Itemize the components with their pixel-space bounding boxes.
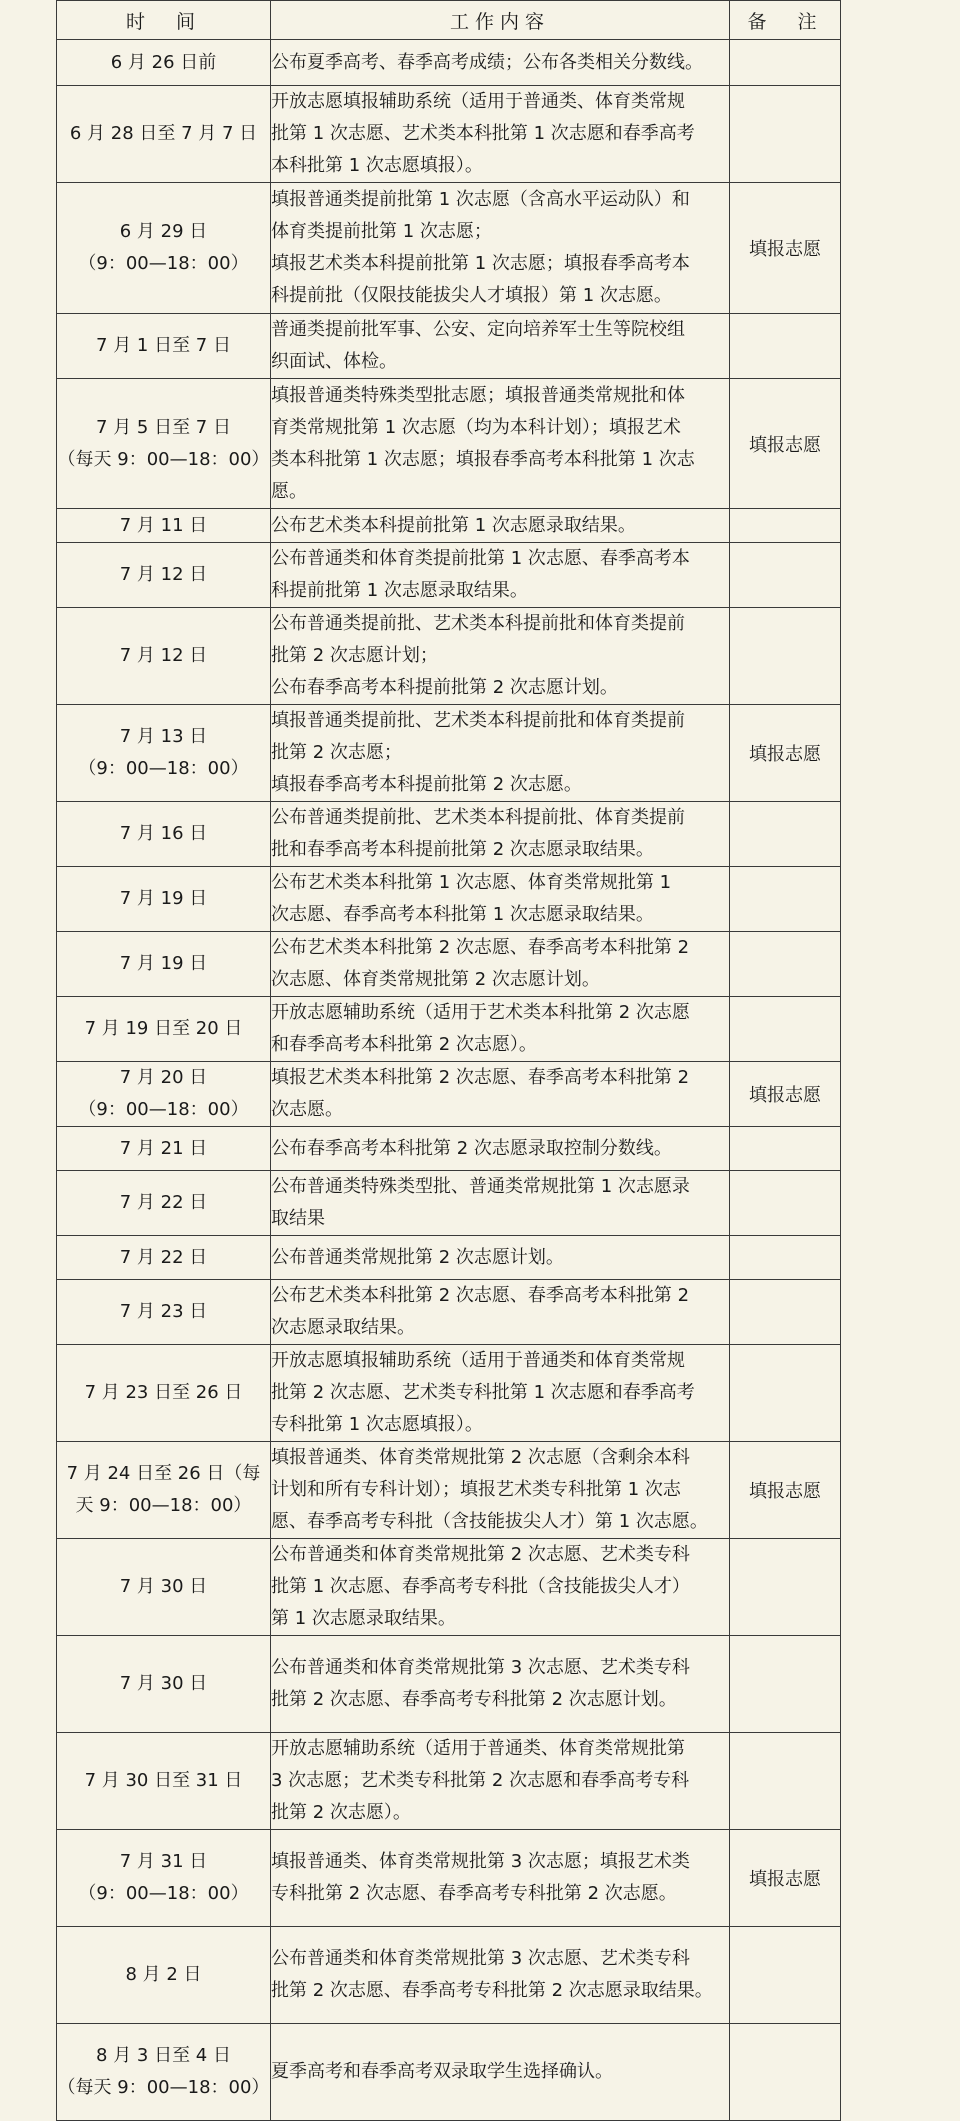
content-cell	[271, 86, 730, 183]
content-line: 公布春季高考本科批第 2 次志愿录取控制分数线。	[271, 1137, 672, 1159]
content-line: 次志愿、体育类常规批第 2 次志愿计划。	[271, 969, 600, 990]
time-text: 7 月 11 日	[119, 514, 208, 536]
note-cell: 填报志愿	[730, 705, 841, 802]
time-text: 7 月 22 日	[119, 1192, 208, 1213]
content-line: 科提前批第 1 次志愿录取结果。	[271, 580, 528, 601]
note-cell	[730, 543, 841, 608]
time-cell	[57, 997, 271, 1062]
header-content: 工作内容	[271, 1, 730, 40]
content-cell	[271, 379, 730, 509]
time-cell	[57, 1236, 271, 1280]
note-cell	[730, 2024, 841, 2121]
table-row	[57, 543, 841, 608]
time-text: （每天 9：00—18：00）	[57, 2077, 270, 2098]
time-cell	[57, 543, 271, 608]
time-cell	[57, 314, 271, 379]
note-cell: 填报志愿	[730, 379, 841, 509]
content-cell	[271, 509, 730, 543]
table-row	[57, 1062, 841, 1127]
time-text: 7 月 19 日	[119, 953, 208, 974]
content-line: 公布艺术类本科批第 1 次志愿、体育类常规批第 1	[271, 872, 672, 893]
content-cell	[271, 997, 730, 1062]
time-cell	[57, 1171, 271, 1236]
note-cell	[730, 509, 841, 543]
table-row	[57, 1830, 841, 1927]
note-cell: 填报志愿	[730, 1442, 841, 1539]
time-text: 7 月 20 日	[119, 1067, 208, 1088]
table-row	[57, 1539, 841, 1636]
table-header	[57, 1, 841, 40]
content-line: 育类常规批第 1 次志愿（均为本科计划）；填报艺术	[271, 416, 681, 438]
table-body	[57, 40, 841, 2121]
note-cell	[730, 1927, 841, 2024]
content-line: 公布普通类和体育类提前批第 1 次志愿、春季高考本	[271, 548, 690, 569]
table-row	[57, 1280, 841, 1345]
note-cell	[730, 1636, 841, 1733]
content-cell	[271, 1733, 730, 1830]
content-line: 公布普通类和体育类常规批第 2 次志愿、艺术类专科	[271, 1544, 690, 1565]
content-line: 公布普通类和体育类常规批第 3 次志愿、艺术类专科	[271, 1657, 690, 1678]
table-row	[57, 1127, 841, 1171]
content-line: 体育类提前批第 1 次志愿；	[271, 221, 492, 242]
content-line: 次志愿。	[271, 1099, 343, 1120]
table-row	[57, 314, 841, 379]
time-text: 7 月 1 日至 7 日	[96, 335, 231, 356]
content-cell	[271, 1927, 730, 2024]
content-line: 夏季高考和春季高考双录取学生选择确认。	[271, 2061, 613, 2082]
time-cell	[57, 932, 271, 997]
content-line: 愿。	[271, 480, 307, 502]
time-text: 8 月 3 日至 4 日	[96, 2045, 231, 2066]
note-cell	[730, 40, 841, 86]
content-cell	[271, 1442, 730, 1539]
time-text: 7 月 31 日	[119, 1851, 208, 1872]
table-row	[57, 183, 841, 314]
content-line: 批第 2 次志愿；	[271, 742, 402, 763]
content-line: 次志愿、春季高考本科批第 1 次志愿录取结果。	[271, 904, 654, 925]
note-cell	[730, 932, 841, 997]
table-row	[57, 867, 841, 932]
table-row	[57, 1442, 841, 1539]
content-cell	[271, 1830, 730, 1927]
content-line: 批第 2 次志愿、春季高考专科批第 2 次志愿录取结果。	[271, 1980, 713, 2001]
content-cell	[271, 1539, 730, 1636]
header-row	[57, 1, 841, 40]
content-line: 计划和所有专科计划）；填报艺术类专科批第 1 次志	[271, 1479, 681, 1500]
time-text: 7 月 5 日至 7 日	[96, 416, 231, 438]
time-text: 6 月 26 日前	[110, 51, 217, 73]
content-line: 开放志愿填报辅助系统（适用于普通类、体育类常规	[271, 91, 685, 112]
content-line: 专科批第 1 次志愿填报）。	[271, 1414, 483, 1435]
time-cell	[57, 802, 271, 867]
content-line: 公布普通类提前批、艺术类本科提前批、体育类提前	[271, 807, 685, 828]
note-cell	[730, 608, 841, 705]
time-cell	[57, 608, 271, 705]
content-line: 公布普通类提前批、艺术类本科提前批和体育类提前	[271, 613, 685, 634]
note-cell	[730, 1539, 841, 1636]
content-cell	[271, 932, 730, 997]
note-cell	[730, 1171, 841, 1236]
content-line: 专科批第 2 次志愿、春季高考专科批第 2 次志愿。	[271, 1883, 677, 1904]
table-row	[57, 86, 841, 183]
time-cell	[57, 1062, 271, 1127]
content-line: 普通类提前批军事、公安、定向培养军士生等院校组	[271, 319, 685, 340]
time-cell	[57, 40, 271, 86]
content-line: 开放志愿辅助系统（适用于艺术类本科批第 2 次志愿	[271, 1002, 690, 1023]
time-cell	[57, 2024, 271, 2121]
content-line: 批第 1 次志愿、春季高考专科批（含技能拔尖人才）	[271, 1576, 690, 1597]
table-row	[57, 705, 841, 802]
content-cell	[271, 2024, 730, 2121]
note-cell	[730, 997, 841, 1062]
table-row	[57, 1345, 841, 1442]
content-line: 批第 1 次志愿、艺术类本科批第 1 次志愿和春季高考	[271, 123, 695, 144]
content-line: 批第 2 次志愿计划；	[271, 645, 438, 666]
note-cell: 填报志愿	[730, 1830, 841, 1927]
content-line: 类本科批第 1 次志愿；填报春季高考本科批第 1 次志	[271, 448, 695, 470]
content-line: 填报普通类特殊类型批志愿；填报普通类常规批和体	[271, 384, 685, 406]
header-note: 备 注	[730, 1, 841, 40]
table-row	[57, 1236, 841, 1280]
header-time: 时 间	[57, 1, 271, 40]
note-cell	[730, 867, 841, 932]
content-line: 填报春季高考本科提前批第 2 次志愿。	[271, 774, 582, 795]
content-line: 公布春季高考本科提前批第 2 次志愿计划。	[271, 677, 618, 698]
content-cell	[271, 608, 730, 705]
time-cell	[57, 1280, 271, 1345]
content-line: 批第 2 次志愿）。	[271, 1802, 411, 1823]
time-text: （每天 9：00—18：00）	[57, 448, 270, 470]
content-line: 开放志愿填报辅助系统（适用于普通类和体育类常规	[271, 1350, 685, 1371]
content-line: 取结果	[271, 1208, 325, 1229]
time-cell	[57, 1927, 271, 2024]
content-cell	[271, 1171, 730, 1236]
time-text: 天 9：00—18：00）	[75, 1495, 252, 1516]
content-line: 公布普通类特殊类型批、普通类常规批第 1 次志愿录	[271, 1176, 690, 1197]
time-text: 7 月 12 日	[119, 645, 208, 666]
time-cell	[57, 86, 271, 183]
time-text: 7 月 23 日	[119, 1301, 208, 1322]
content-line: 愿、春季高考专科批（含技能拔尖人才）第 1 次志愿。	[271, 1511, 708, 1532]
content-line: 填报艺术类本科提前批第 1 次志愿；填报春季高考本	[271, 253, 690, 274]
table-row	[57, 997, 841, 1062]
table-row	[57, 379, 841, 509]
time-cell	[57, 867, 271, 932]
content-line: 本科批第 1 次志愿填报）。	[271, 155, 483, 176]
time-text: 7 月 30 日	[119, 1673, 208, 1694]
table-row	[57, 932, 841, 997]
content-line: 批和春季高考本科提前批第 2 次志愿录取结果。	[271, 839, 654, 860]
content-cell	[271, 40, 730, 86]
time-cell	[57, 1733, 271, 1830]
content-line: 填报艺术类本科批第 2 次志愿、春季高考本科批第 2	[271, 1067, 690, 1088]
time-text: 7 月 22 日	[119, 1246, 208, 1268]
time-text: 7 月 21 日	[119, 1137, 208, 1159]
table-row	[57, 1733, 841, 1830]
note-cell: 填报志愿	[730, 183, 841, 314]
time-text: 8 月 2 日	[125, 1964, 202, 1985]
content-line: 公布艺术类本科提前批第 1 次志愿录取结果。	[271, 514, 636, 536]
time-cell	[57, 183, 271, 314]
time-cell	[57, 1830, 271, 1927]
note-cell	[730, 1345, 841, 1442]
content-line: 公布艺术类本科批第 2 次志愿、春季高考本科批第 2	[271, 1285, 690, 1306]
time-text: （9：00—18：00）	[78, 1883, 249, 1904]
content-cell	[271, 705, 730, 802]
content-line: 公布普通类和体育类常规批第 3 次志愿、艺术类专科	[271, 1948, 690, 1969]
note-cell	[730, 1127, 841, 1171]
time-cell	[57, 705, 271, 802]
table-row	[57, 40, 841, 86]
time-text: 7 月 19 日至 20 日	[84, 1018, 243, 1039]
content-line: 填报普通类、体育类常规批第 2 次志愿（含剩余本科	[271, 1447, 690, 1468]
content-cell	[271, 1236, 730, 1280]
time-text: 7 月 19 日	[119, 888, 208, 909]
content-line: 织面试、体检。	[271, 351, 397, 372]
content-line: 第 1 次志愿录取结果。	[271, 1608, 456, 1629]
time-text: 6 月 28 日至 7 月 7 日	[69, 123, 258, 144]
time-text: 7 月 16 日	[119, 823, 208, 844]
time-text: （9：00—18：00）	[78, 253, 249, 274]
content-line: 填报普通类提前批、艺术类本科提前批和体育类提前	[271, 710, 685, 731]
content-cell	[271, 867, 730, 932]
table-row	[57, 608, 841, 705]
time-text: 7 月 23 日至 26 日	[84, 1382, 243, 1403]
content-line: 次志愿录取结果。	[271, 1317, 415, 1338]
time-text: 7 月 30 日至 31 日	[84, 1770, 243, 1791]
schedule-table	[56, 0, 841, 2121]
content-cell	[271, 314, 730, 379]
note-cell	[730, 314, 841, 379]
time-text: 6 月 29 日	[119, 221, 208, 242]
content-line: 和春季高考本科批第 2 次志愿）。	[271, 1034, 537, 1055]
content-cell	[271, 183, 730, 314]
content-cell	[271, 1345, 730, 1442]
content-cell	[271, 1127, 730, 1171]
table-row	[57, 802, 841, 867]
time-cell	[57, 1442, 271, 1539]
content-line: 填报普通类、体育类常规批第 3 次志愿；填报艺术类	[271, 1851, 690, 1872]
content-line: 批第 2 次志愿、艺术类专科批第 1 次志愿和春季高考	[271, 1382, 695, 1403]
content-line: 公布普通类常规批第 2 次志愿计划。	[271, 1246, 564, 1268]
note-cell: 填报志愿	[730, 1062, 841, 1127]
time-cell	[57, 1636, 271, 1733]
content-line: 公布艺术类本科批第 2 次志愿、春季高考本科批第 2	[271, 937, 690, 958]
note-cell	[730, 1280, 841, 1345]
time-text: （9：00—18：00）	[78, 1099, 249, 1120]
table-row	[57, 2024, 841, 2121]
time-cell	[57, 379, 271, 509]
time-text: 7 月 12 日	[119, 564, 208, 585]
time-text: 7 月 13 日	[119, 726, 208, 747]
time-text: 7 月 30 日	[119, 1576, 208, 1597]
note-cell	[730, 86, 841, 183]
note-cell	[730, 1236, 841, 1280]
content-cell	[271, 1062, 730, 1127]
content-line: 填报普通类提前批第 1 次志愿（含高水平运动队）和	[271, 189, 690, 210]
table-row	[57, 1171, 841, 1236]
time-cell	[57, 1127, 271, 1171]
content-line: 批第 2 次志愿、春季高考专科批第 2 次志愿计划。	[271, 1689, 677, 1710]
content-line: 科提前批（仅限技能拔尖人才填报）第 1 次志愿。	[271, 285, 672, 306]
time-text: 7 月 24 日至 26 日（每	[66, 1463, 261, 1484]
content-cell	[271, 1636, 730, 1733]
content-line: 公布夏季高考、春季高考成绩；公布各类相关分数线。	[271, 51, 703, 73]
time-cell	[57, 1345, 271, 1442]
time-text: （9：00—18：00）	[78, 758, 249, 779]
content-cell	[271, 802, 730, 867]
time-cell	[57, 509, 271, 543]
content-cell	[271, 1280, 730, 1345]
table-row	[57, 1927, 841, 2024]
content-line: 3 次志愿；艺术类专科批第 2 次志愿和春季高考专科	[271, 1770, 690, 1791]
table-row	[57, 509, 841, 543]
content-line: 开放志愿辅助系统（适用于普通类、体育类常规批第	[271, 1738, 685, 1759]
table-row	[57, 1636, 841, 1733]
content-cell	[271, 543, 730, 608]
time-cell	[57, 1539, 271, 1636]
note-cell	[730, 802, 841, 867]
note-cell	[730, 1733, 841, 1830]
